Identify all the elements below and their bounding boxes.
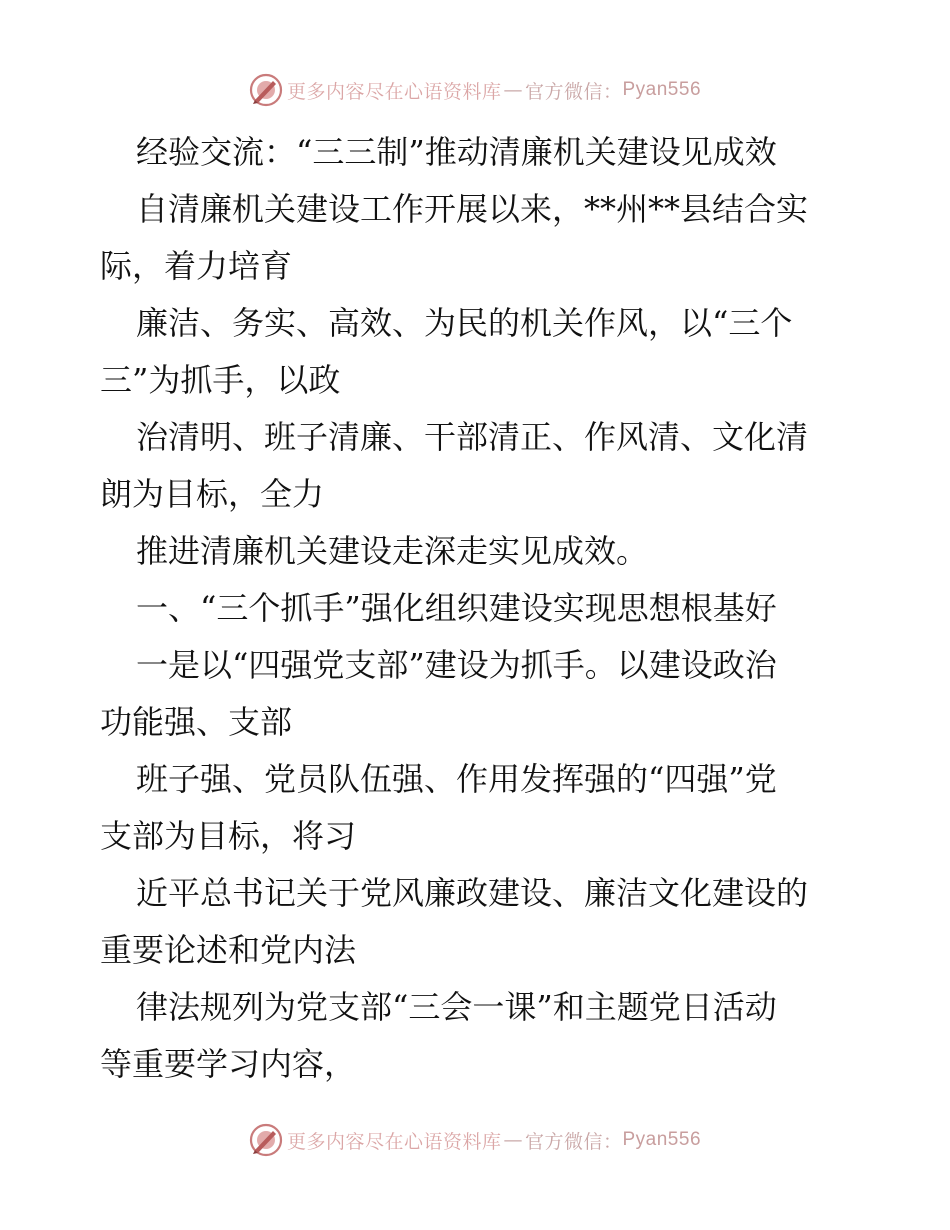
document-title: 经验交流：“三三制”推动清廉机关建设见成效	[136, 133, 777, 171]
red-pen-circle-logo-icon	[249, 73, 283, 107]
text-line: 律法规列为党支部“三会一课”和主题党日活动	[136, 988, 777, 1026]
text-line: 重要论述和党内法	[100, 931, 357, 969]
text-line: 三”为抓手，以政	[100, 361, 341, 399]
section-heading-1: 一、“三个抓手”强化组织建设实现思想根基好	[136, 589, 777, 627]
banner-wechat-label: 官方微信：	[524, 1130, 623, 1153]
text-line: 朗为目标，全力	[100, 475, 325, 513]
text-line: 等重要学习内容，	[100, 1045, 357, 1083]
banner-wechat-label: 官方微信：	[524, 80, 623, 103]
red-pen-circle-logo-icon	[249, 1123, 283, 1157]
text-line: 班子强、党员队伍强、作用发挥强的“四强”党	[136, 760, 777, 798]
paragraph-1	[100, 181, 860, 580]
text-line: 廉洁、务实、高效、为民的机关作风，以“三个	[136, 304, 793, 342]
text-line: 治清明、班子清廉、干部清正、作风清、文化清	[136, 418, 809, 456]
text-line: 功能强、支部	[100, 703, 293, 741]
banner-dash: —	[503, 79, 523, 101]
banner-brand-text: 更多内容尽在心语资料库	[286, 80, 502, 103]
banner-wechat-id: Pyan556	[622, 79, 702, 100]
text-line: 一是以“四强党支部”建设为抓手。以建设政治	[136, 646, 777, 684]
header-watermark-banner	[0, 70, 950, 110]
banner-brand-text: 更多内容尽在心语资料库	[286, 1130, 502, 1153]
text-line: 际，着力培育	[100, 247, 293, 285]
text-line: 推进清廉机关建设走深走实见成效。	[136, 532, 649, 570]
footer-watermark-banner	[0, 1120, 950, 1160]
text-line: 自清廉机关建设工作开展以来，**州**县结合实	[136, 190, 809, 228]
banner-dash: —	[503, 1129, 523, 1151]
banner-wechat-id: Pyan556	[622, 1129, 702, 1150]
document-body	[100, 124, 860, 1093]
paragraph-2	[100, 637, 860, 1093]
text-line: 支部为目标，将习	[100, 817, 357, 855]
text-line: 近平总书记关于党风廉政建设、廉洁文化建设的	[136, 874, 809, 912]
